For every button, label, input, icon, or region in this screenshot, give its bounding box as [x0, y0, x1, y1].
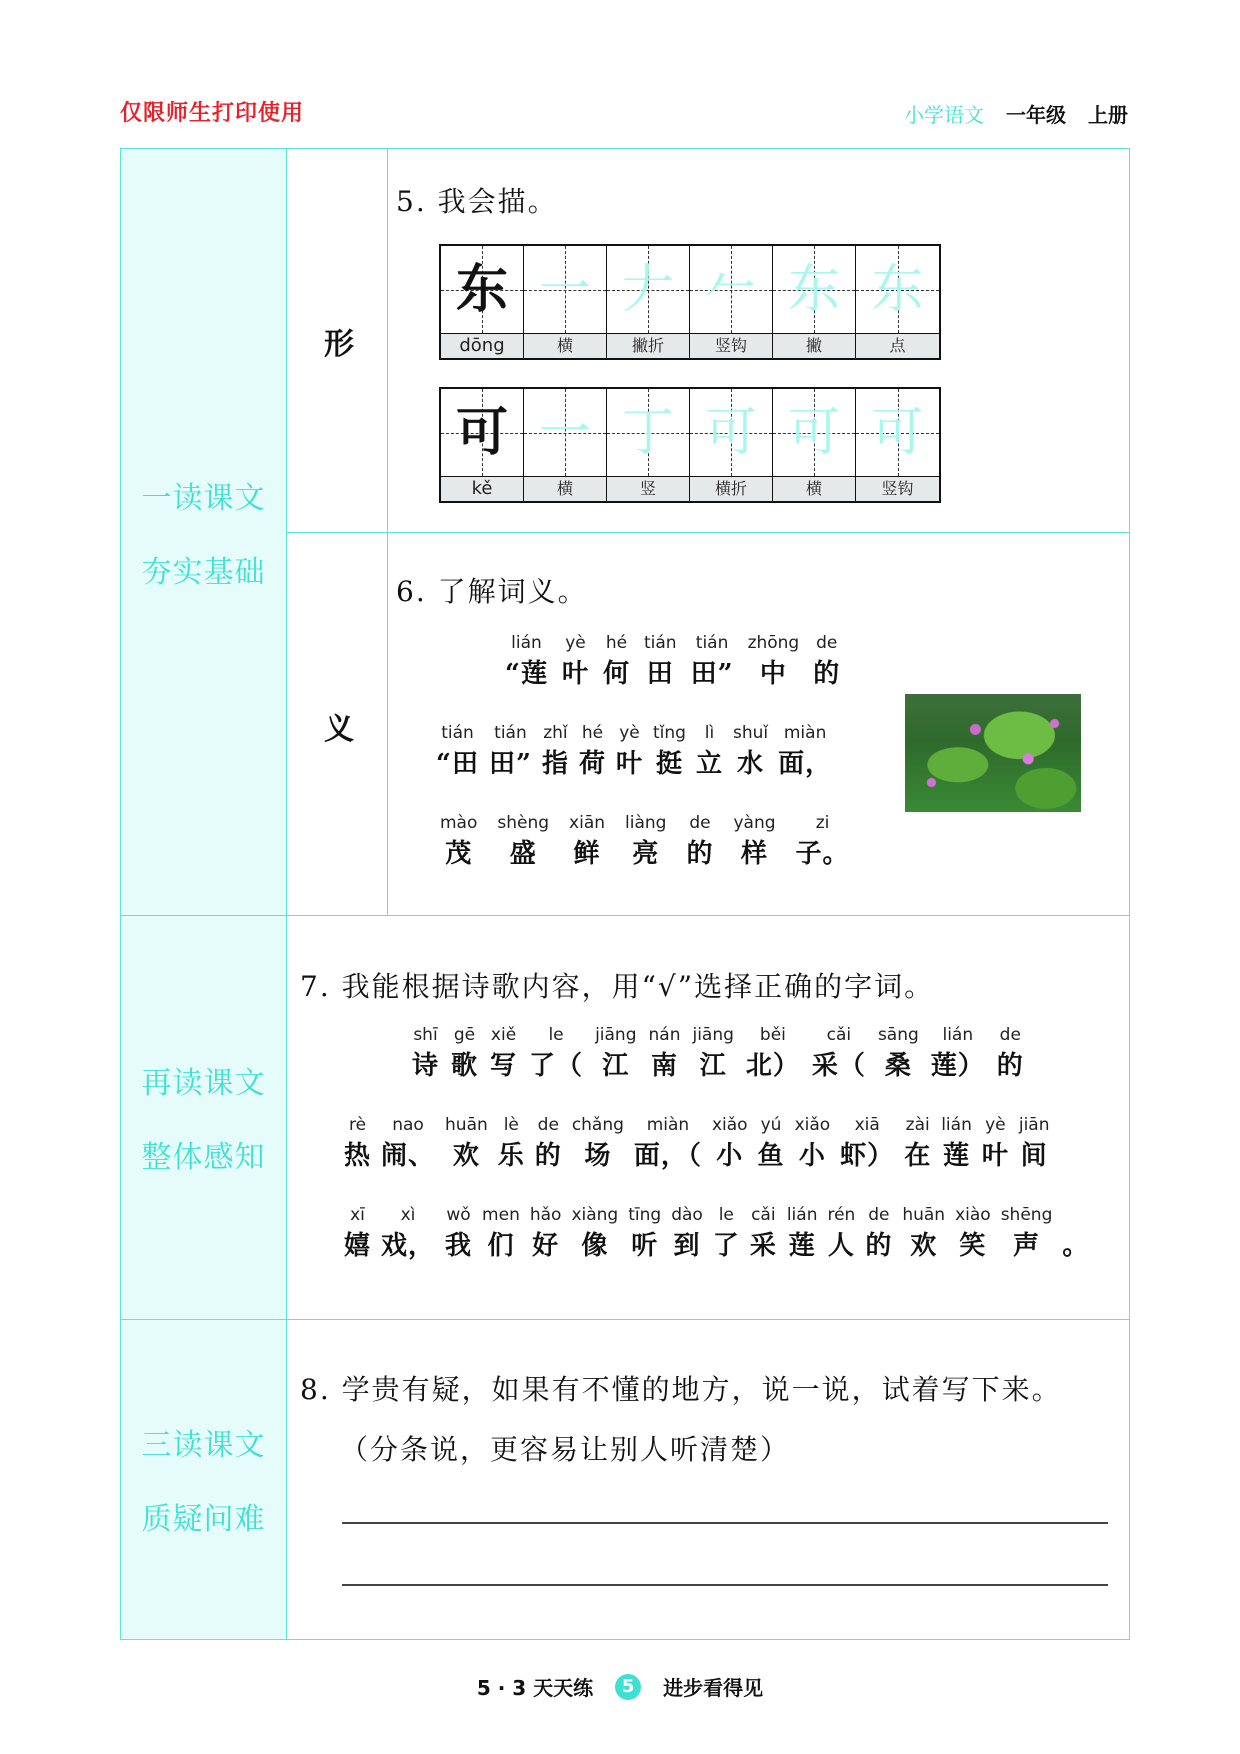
pinyin: shēng [1000, 1205, 1053, 1225]
annotated-char [1001, 1202, 1053, 1264]
grid-cell-trace[interactable] [773, 389, 856, 501]
answer-line-1[interactable] [342, 1522, 1108, 1524]
hanzi: 了 [712, 1231, 740, 1261]
annotated-char [778, 720, 832, 782]
annotated-char [569, 810, 605, 872]
lotus-pond-photo [905, 694, 1081, 812]
pinyin: mào [440, 813, 478, 833]
annotated-char [691, 630, 734, 692]
pinyin: yè [619, 723, 640, 743]
hanzi: 田” [488, 749, 532, 779]
section-label-2 [121, 915, 287, 1319]
hanzi: 小 [798, 1141, 826, 1171]
q6-line-1 [505, 630, 840, 692]
annotated-char [748, 630, 800, 692]
hanzi: 何 [602, 659, 630, 689]
trace-char: 一 [538, 402, 591, 463]
hanzi: 写 [490, 1051, 518, 1081]
pinyin: lián [786, 1205, 818, 1225]
tracing-grid-dong [439, 244, 941, 360]
annotated-char [572, 1112, 624, 1174]
pinyin: zài [905, 1115, 930, 1135]
page-footer [0, 1672, 1240, 1701]
annotated-char [445, 1202, 472, 1264]
pinyin: le [718, 1205, 734, 1225]
stroke-label: 竖 [607, 476, 689, 501]
hanzi: 间 [1020, 1141, 1048, 1171]
hanzi: 诗 [412, 1051, 440, 1081]
annotated-char [436, 720, 479, 782]
q7-line-3 [344, 1202, 1089, 1264]
pinyin: sāng [877, 1025, 919, 1045]
pinyin: huān [902, 1205, 946, 1225]
annotated-char [733, 810, 775, 872]
pinyin: cǎi [826, 1025, 852, 1045]
pinyin: de [689, 813, 711, 833]
hanzi: 到 [673, 1231, 701, 1261]
grid-cell-trace[interactable] [607, 246, 690, 358]
trace-char: 𠂇 [621, 259, 674, 320]
annotated-char [902, 1202, 945, 1264]
trace-char: 可 [871, 402, 924, 463]
pinyin: běi [759, 1025, 786, 1045]
pinyin: tǐng [652, 723, 686, 743]
hanzi: 立 [695, 749, 723, 779]
pinyin: tián [644, 633, 677, 653]
annotated-char [712, 1112, 748, 1174]
hanzi: 荷 [578, 749, 606, 779]
hanzi: 采 [749, 1231, 777, 1261]
hanzi: 人 [827, 1231, 855, 1261]
annotated-char [997, 1022, 1024, 1084]
section-label-1 [121, 149, 287, 915]
annotated-char [529, 1022, 583, 1084]
hanzi: 指 [541, 749, 569, 779]
print-notice: 仅限师生打印使用 [120, 101, 305, 126]
hanzi: 北） [745, 1051, 800, 1081]
hanzi: 盛 [509, 839, 537, 869]
grid-cell-trace[interactable] [607, 389, 690, 501]
pinyin: cǎi [751, 1205, 776, 1225]
annotated-char [1019, 1112, 1050, 1174]
annotated-char [579, 720, 606, 782]
q8-title: 8. 学贵有疑，如果有不懂的地方，说一说，试着写下来。 [300, 1373, 1062, 1406]
trace-char: 可 [704, 402, 757, 463]
pinyin: dào [671, 1205, 703, 1225]
annotated-char [571, 1202, 618, 1264]
annotated-char [440, 810, 477, 872]
section-3-line1: 三读课文 [141, 1428, 266, 1463]
stroke-label: 横折 [690, 476, 772, 501]
hanzi: “莲 [505, 659, 548, 689]
series-label: 5 · 3 天天练 [476, 1676, 594, 1700]
hanzi: 了（ [529, 1051, 584, 1081]
section-1-line2: 夯实基础 [141, 555, 266, 590]
hanzi: 笑 [959, 1231, 987, 1261]
hanzi: 听 [631, 1231, 659, 1261]
hanzi: 我 [445, 1231, 473, 1261]
annotated-char [865, 1202, 892, 1264]
q6-title: 6. 了解词义。 [396, 575, 588, 608]
hanzi: 莲） [930, 1051, 985, 1081]
pinyin: xì [400, 1205, 416, 1225]
hanzi: 的 [686, 839, 714, 869]
hanzi: 虾） [840, 1141, 895, 1171]
hanzi: 的 [813, 659, 841, 689]
pinyin: xiǎo [711, 1115, 748, 1135]
hanzi: 的 [534, 1141, 562, 1171]
form-meaning-divider [287, 532, 1129, 533]
pinyin: miàn [646, 1115, 690, 1135]
hanzi: 茂 [445, 839, 473, 869]
pinyin: xiě [490, 1025, 517, 1045]
pinyin: yú [760, 1115, 782, 1135]
hanzi: 像 [581, 1231, 609, 1261]
stroke-label: 横 [524, 476, 606, 501]
hanzi: 江 [699, 1051, 727, 1081]
annotated-char [796, 810, 850, 872]
annotated-char [498, 1112, 525, 1174]
q8-hint: （分条说，更容易让别人听清楚） [340, 1433, 791, 1466]
trace-char: 一 [538, 259, 591, 320]
hanzi: 亮 [632, 839, 660, 869]
hanzi: 。 [1062, 1231, 1090, 1261]
grid-cell-trace[interactable] [773, 246, 856, 358]
trace-char: 可 [787, 402, 840, 463]
annotated-char [649, 1022, 681, 1084]
annotated-char [482, 1202, 520, 1264]
annotated-char [530, 1202, 562, 1264]
pinyin: tián [695, 633, 729, 653]
annotated-char [489, 720, 532, 782]
pinyin: rè [348, 1115, 367, 1135]
tracing-grid-ke [439, 387, 941, 503]
annotated-char [344, 1112, 371, 1174]
annotated-char [603, 630, 630, 692]
pinyin: de [816, 633, 838, 653]
hanzi: 水 [737, 749, 765, 779]
hanzi: 田 [646, 659, 674, 689]
pinyin: hǎo [529, 1205, 562, 1225]
grid-cell-model [441, 389, 524, 501]
stroke-label: 横 [773, 476, 855, 501]
annotated-char [733, 720, 768, 782]
hanzi: 欢 [910, 1231, 938, 1261]
section-label-3 [121, 1319, 287, 1639]
stroke-label: 竖钩 [856, 476, 939, 501]
form-label: 形 [324, 327, 354, 362]
pinyin: jiāng [595, 1025, 637, 1045]
answer-line-2[interactable] [342, 1584, 1108, 1586]
hanzi: 莲 [943, 1141, 971, 1171]
annotated-char [535, 1112, 562, 1174]
grid-cell-trace[interactable] [690, 246, 773, 358]
annotated-char [634, 1112, 702, 1174]
annotated-char [445, 1112, 488, 1174]
hanzi: 叶 [981, 1141, 1009, 1171]
grid-cell-model [441, 246, 524, 358]
annotated-char [696, 720, 723, 782]
annotated-char [628, 1202, 661, 1264]
annotated-char [625, 810, 666, 872]
hanzi: 们 [487, 1231, 515, 1261]
q7-line-2 [344, 1112, 1050, 1174]
pinyin: lián [941, 1115, 972, 1135]
annotated-char [686, 810, 713, 872]
hanzi: 田” [690, 659, 734, 689]
hanzi: 桑 [884, 1051, 912, 1081]
stroke-label: 撇折 [607, 333, 689, 358]
annotated-char [644, 630, 677, 692]
pinyin: liàng [625, 813, 667, 833]
pinyin: shī [413, 1025, 438, 1045]
pinyin: zhǐ [543, 723, 568, 743]
grid-cell-trace[interactable] [856, 389, 939, 501]
pinyin: zi [815, 813, 830, 833]
grade-label: 一年级 [1006, 103, 1066, 127]
q6-line-2 [436, 720, 832, 782]
annotated-char [840, 1112, 894, 1174]
trace-char: 东 [871, 259, 924, 320]
annotated-char [344, 1202, 371, 1264]
annotated-char [381, 1112, 435, 1174]
annotated-char [878, 1022, 919, 1084]
pinyin-label: dōng [441, 333, 523, 358]
pinyin: huān [445, 1115, 488, 1135]
pinyin: jiāng [692, 1025, 734, 1045]
hanzi: 样 [741, 839, 769, 869]
hanzi: 江 [602, 1051, 630, 1081]
pinyin: tián [441, 723, 474, 743]
slogan-label: 进步看得见 [663, 1676, 764, 1700]
pinyin: miàn [783, 723, 827, 743]
section-1-line1: 一读课文 [141, 481, 266, 516]
annotated-char [812, 1022, 866, 1084]
pinyin: lián [942, 1025, 974, 1045]
annotated-char [813, 630, 840, 692]
annotated-char [671, 1202, 703, 1264]
stroke-label: 点 [856, 333, 939, 358]
annotated-char [412, 1022, 439, 1084]
pinyin: xiān [569, 813, 606, 833]
worksheet-frame [120, 148, 1130, 1640]
annotated-char [931, 1022, 985, 1084]
pinyin: xī [350, 1205, 365, 1225]
pinyin: xiàng [571, 1205, 619, 1225]
pinyin: yàng [733, 813, 776, 833]
annotated-char [982, 1112, 1009, 1174]
pinyin: nán [648, 1025, 681, 1045]
hanzi: 子。 [795, 839, 850, 869]
pinyin: tián [494, 723, 527, 743]
trace-char: 𠂉 [704, 259, 757, 320]
pinyin: yè [565, 633, 586, 653]
pinyin: men [482, 1205, 520, 1225]
annotated-char [746, 1022, 800, 1084]
pinyin: xiǎo [794, 1115, 831, 1135]
book-info [904, 99, 1128, 128]
volume-label: 上册 [1088, 103, 1128, 127]
pinyin: de [999, 1025, 1021, 1045]
pinyin: de [868, 1205, 890, 1225]
hanzi: 面， [778, 749, 833, 779]
pinyin: zhōng [747, 633, 800, 653]
section-divider-1 [121, 915, 1129, 916]
annotated-char [941, 1112, 972, 1174]
hanzi: 南 [650, 1051, 678, 1081]
pinyin: yè [985, 1115, 1006, 1135]
model-char: 东 [455, 258, 508, 320]
annotated-char [692, 1022, 733, 1084]
hanzi: 欢 [452, 1141, 480, 1171]
annotated-char [955, 1202, 991, 1264]
q6-line-3 [440, 810, 850, 872]
pinyin: lián [511, 633, 542, 653]
q7-line-1 [412, 1022, 1024, 1084]
annotated-char [542, 720, 569, 782]
pinyin-label: kě [441, 476, 523, 501]
pinyin: hé [581, 723, 604, 743]
pinyin: jiān [1018, 1115, 1050, 1135]
pinyin: gē [453, 1025, 476, 1045]
hanzi: 的 [865, 1231, 893, 1261]
hanzi: 莲 [788, 1231, 816, 1261]
pinyin: rén [827, 1205, 856, 1225]
annotated-char [787, 1202, 818, 1264]
pinyin: wǒ [446, 1205, 471, 1225]
pinyin: xiā [854, 1115, 880, 1135]
grid-cell-trace[interactable] [524, 246, 607, 358]
section-2-line2: 整体感知 [141, 1140, 266, 1175]
hanzi: 的 [996, 1051, 1024, 1081]
annotated-char [904, 1112, 931, 1174]
subject-label: 小学语文 [904, 103, 984, 127]
stroke-label: 横 [524, 333, 606, 358]
hanzi: 面，（ [633, 1141, 702, 1171]
hanzi: 叶 [615, 749, 643, 779]
hanzi: 鲜 [573, 839, 601, 869]
annotated-char [795, 1112, 831, 1174]
trace-char: 东 [787, 259, 840, 320]
pinyin: shèng [497, 813, 550, 833]
pinyin: shuǐ [732, 723, 769, 743]
q7-title: 7. 我能根据诗歌内容，用“√”选择正确的字词。 [300, 970, 935, 1003]
meaning-label: 义 [324, 712, 354, 747]
pinyin: le [548, 1025, 564, 1045]
hanzi: 热 [344, 1141, 372, 1171]
grid-cell-trace[interactable] [856, 246, 939, 358]
annotated-char [750, 1202, 777, 1264]
hanzi: 嬉 [344, 1231, 372, 1261]
q5-title: 5. 我会描。 [396, 185, 558, 218]
grid-cell-trace[interactable] [690, 389, 773, 501]
hanzi: 叶 [561, 659, 589, 689]
model-char: 可 [455, 401, 508, 463]
hanzi: 鱼 [757, 1141, 785, 1171]
stroke-label: 撇 [773, 333, 855, 358]
annotated-char [497, 810, 549, 872]
hanzi: “田 [436, 749, 479, 779]
annotated-char [562, 630, 589, 692]
pinyin: de [537, 1115, 559, 1135]
pinyin: chǎng [571, 1115, 624, 1135]
trace-char: 丁 [621, 402, 674, 463]
hanzi: 好 [532, 1231, 560, 1261]
annotated-char [451, 1022, 478, 1084]
pinyin: tīng [628, 1205, 662, 1225]
hanzi: 声 [1013, 1231, 1041, 1261]
annotated-char [827, 1202, 855, 1264]
hanzi: 中 [759, 659, 787, 689]
pinyin: nao [392, 1115, 424, 1135]
hanzi: 戏， [381, 1231, 436, 1261]
section-divider-2 [121, 1319, 1129, 1320]
pinyin: hé [605, 633, 628, 653]
section-2-line1: 再读课文 [141, 1066, 266, 1101]
annotated-char [653, 720, 686, 782]
hanzi: 场 [584, 1141, 612, 1171]
annotated-char [758, 1112, 785, 1174]
annotated-char [1062, 1202, 1089, 1264]
stroke-label: 竖钩 [690, 333, 772, 358]
hanzi: 小 [716, 1141, 744, 1171]
annotated-char [595, 1022, 636, 1084]
section-3-line2: 质疑问难 [141, 1502, 266, 1537]
annotated-char [616, 720, 643, 782]
hanzi: 在 [904, 1141, 932, 1171]
pinyin: lì [704, 723, 715, 743]
hanzi: 采（ [811, 1051, 866, 1081]
annotated-char [505, 630, 548, 692]
grid-cell-trace[interactable] [524, 389, 607, 501]
hanzi: 挺 [655, 749, 683, 779]
hanzi: 歌 [451, 1051, 479, 1081]
annotated-char [381, 1202, 435, 1264]
annotated-char [713, 1202, 740, 1264]
page-number-badge: 5 [615, 1674, 641, 1700]
pinyin: lè [503, 1115, 519, 1135]
annotated-char [490, 1022, 517, 1084]
pinyin: xiào [955, 1205, 991, 1225]
hanzi: 乐 [497, 1141, 525, 1171]
hanzi: 闹、 [381, 1141, 436, 1171]
